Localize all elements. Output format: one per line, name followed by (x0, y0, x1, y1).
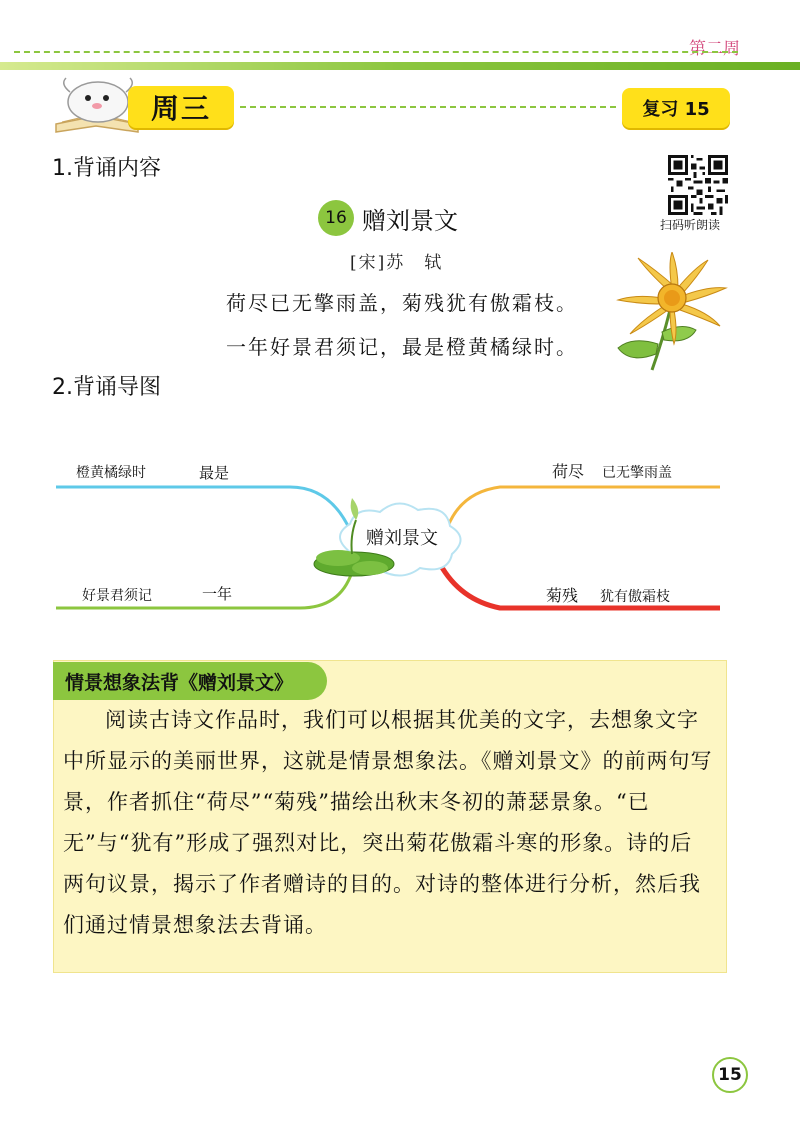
poem-author: [宋]苏 轼 (350, 253, 444, 273)
mind-map-branch-label: 已无擎雨盖 (602, 465, 672, 481)
branch-upper-left (56, 487, 350, 530)
poem-title: 赠刘景文 (362, 207, 458, 235)
day-title: 周三 (150, 92, 211, 125)
poem-line: 荷尽已无擎雨盖，菊残犹有傲霜枝。 (226, 291, 578, 315)
mind-map-center: 赠刘景文 (366, 528, 438, 549)
explanation-body: 阅读古诗文作品时，我们可以根据其优美的文字，去想象文字中所显示的美丽世界，这就是情景想象法。《赠刘景文》的前两句写景，作者抓住“荷尽”“菊残”描绘出秋末冬初的萧瑟景象。“已无”与“犹有”形成了强烈对比，突出菊花傲霜斗寒的形象。诗的后两句议景，揭示了作者赠诗的目的。对诗的整体进行分析，然后我们通过情景想象法去背诵。 (63, 708, 713, 937)
day-badge (128, 86, 234, 128)
header-divider (14, 51, 738, 53)
mind-map-node: 菊残 (546, 586, 579, 605)
review-badge: 复习 15 (622, 88, 730, 128)
page-number: 15 (712, 1057, 748, 1093)
section-heading-recite-content: 1.背诵内容 (52, 156, 161, 181)
qr-code-icon[interactable] (666, 155, 730, 215)
explanation-heading: 情景想象法背《赠刘景文》 (53, 662, 327, 700)
poem-number-badge: 16 (318, 200, 354, 236)
poem-line: 一年好景君须记，最是橙黄橘绿时。 (226, 335, 578, 359)
qr-caption: 扫码听朗读 (660, 218, 721, 232)
mind-map-node: 荷尽 (552, 462, 585, 481)
header-bar (0, 62, 800, 70)
banner-divider (240, 106, 616, 108)
week-label: 第二周 (689, 39, 740, 59)
mind-map-branch-label: 犹有傲霜枝 (600, 589, 670, 605)
mind-map-branch-label: 好景君须记 (82, 588, 152, 604)
branch-lower-right (440, 564, 720, 608)
branch-upper-right (448, 487, 720, 526)
mind-map-node: 最是 (199, 464, 230, 482)
chrysanthemum-illustration (608, 252, 728, 372)
mind-map-branch-label: 橙黄橘绿时 (76, 465, 146, 481)
section-heading-recite-map: 2.背诵导图 (52, 375, 161, 400)
mind-map-node: 一年 (202, 585, 233, 603)
